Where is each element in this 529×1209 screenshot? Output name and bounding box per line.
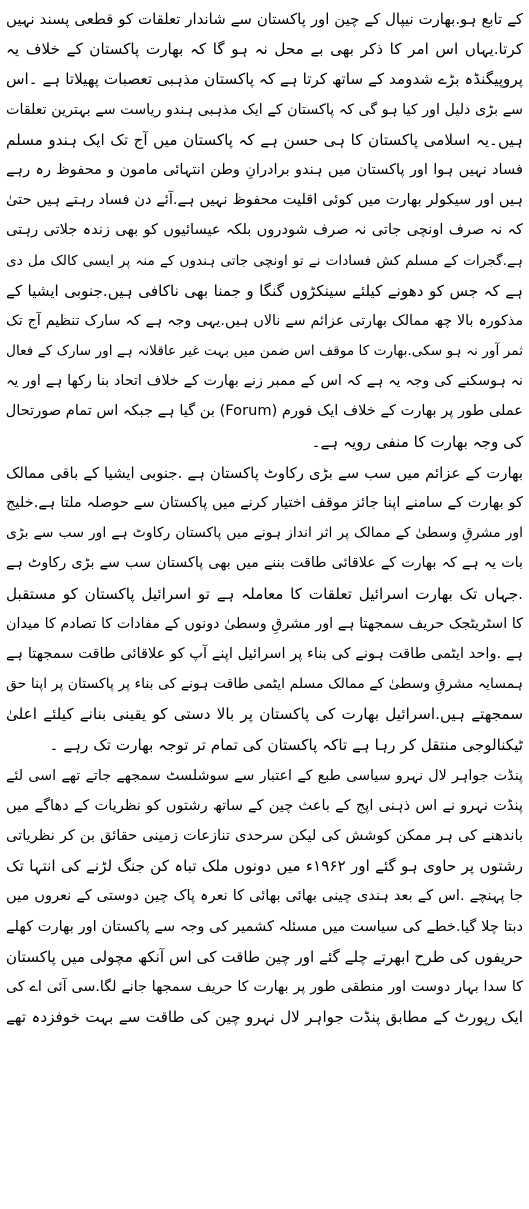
text-line: پروپیگنڈہ بڑے شدومد کے ساتھ کرتا ہے کہ پاکستان مذہبی تعصبات پھیلاتا ہے ۔اس: [6, 70, 523, 89]
text-line: جا پہنچے .اس کے بعد ہندی چینی بھائی بھائی کا نعرہ پاک چین دوستی کے نعروں میں: [6, 887, 523, 905]
paragraph-2: [6, 458, 523, 760]
text-line: .جہاں تک بھارت اسرائیل تعلقات کا معاملہ ہے تو اسرائیل پاکستان کو مستقبل: [6, 584, 523, 603]
text-line: بات یہ ہے کہ بھارت کے علاقائی طاقت بننے میں بھی پاکستان سب سے بڑی رکاوٹ ہے: [6, 555, 523, 572]
text-line: ثمر آور نہ ہو سکی.بھارت کا موقف اس ضمن میں بہت غیر عاقلانہ ہے اور سارک کے فعال: [6, 343, 523, 360]
paragraph-3: [6, 761, 523, 1033]
text-line: ہیں۔یہ اسلامی پاکستان کا ہی حسن ہے کہ پاکستان میں آج تک ایک ہندو مسلم: [6, 130, 523, 149]
text-line: ہے .واحد ایٹمی طاقت ہونے کی بناء پر اسرائیل اپنے آپ کو علاقائی طاقت سمجھتا ہے: [6, 644, 523, 662]
text-line: کا سدا بہار دوست اور منطقی طور پر بھارت کا حریف سمجھا جانے لگا.سی آئی اے کی: [6, 979, 523, 995]
text-line: رشتوں پر حاوی ہو گئے اور ۱۹۶۲ء میں دونوں ملک تباہ کن جنگ لڑنے کی انتہا تک: [6, 857, 523, 876]
text-line: مذکورہ بالا چھ ممالک بھارتی عزائم سے نالاں ہیں.یہی وجہ ہے کہ سارک تنظیم آج تک: [6, 312, 523, 329]
text-line: اور مشرقِ وسطیٰ کے ممالک پر اثر انداز ہونے میں پاکستان رکاوٹ ہے اور سب سے بڑی: [6, 525, 523, 542]
text-line: باندھنے کی ہر ممکن کوشش کی لیکن سرحدی تنازعات زمینی حقائق بن کر نظریاتی: [6, 827, 523, 845]
text-line: ہے.گجرات کے مسلم کش فسادات نے تو اونچی جاتی ہندوں کے منہ پر ایسی کالک مل دی: [6, 252, 523, 269]
text-line: ہیں اور سیکولر بھارت میں کوئی اقلیت محفوظ نہیں ہے.آئے دن فساد رہتے ہیں حتیٰ: [6, 191, 523, 209]
text-line: ٹیکنالوجی منتقل کر رہا ہے تاکہ پاکستان کی تمام تر توجہ بھارت تک رہے ۔: [49, 735, 523, 754]
text-line: ہمسایہ مشرقِ وسطیٰ کے ممالک مسلم ایٹمی طاقت ہونے کی بناء پر پاکستان پر اپنا حق: [6, 676, 523, 693]
text-line: کہ نہ صرف اونچی جاتی نہ صرف شودروں بلکہ عیسائیوں کو بھی زندہ جلاتی رہتی: [6, 221, 523, 239]
paragraph-1: [6, 4, 523, 457]
text-line: کو بھارت کے سامنے اپنا جائز موقف اختیار کرنے میں پاکستان سے حوصلہ ملتا ہے.خلیج: [6, 494, 523, 511]
text-line: ہے کہ جس کو دھونے کیلئے سینکڑوں گنگا و جمنا بھی ناکافی ہیں.جنوبی ایشیا کے: [6, 281, 523, 300]
text-line: کا اسٹریٹجک حریف سمجھتا ہے اور مشرقِ وسطیٰ دونوں کے مفادات کا تصادم کا میدان: [6, 615, 523, 632]
text-line: فساد نہیں ہوا اور پاکستان میں ہندو برادرانِ وطن انتہائی مامون و محفوظ رہ رہے: [6, 160, 523, 178]
text-line: سمجھتے ہیں.اسرائیل بھارت کی پاکستان پر بالا دستی کو یقینی بنانے کیلئے اعلیٰ: [6, 705, 523, 724]
text-line: کی وجہ بھارت کا منفی رویہ ہے۔: [311, 432, 523, 451]
text-line: پنڈت جواہر لال نہرو سیاسی طبع کے اعتبار سے سوشلسٹ سمجھے جاتے تھے اسی لئے: [6, 767, 523, 784]
text-line: ایک رپورٹ کے مطابق پنڈت جواہر لال نہرو چین کی طاقت سے بہت خوفزدہ تھے: [6, 1008, 523, 1027]
text-line: سے بڑی دلیل اور کیا ہو گی کہ پاکستان کے ایک مذہبی ہندو ریاست سے بہترین تعلقات: [6, 101, 523, 118]
text-line: کے تابع ہو.بھارت نیپال کے چین اور پاکستان سے شاندار تعلقات کو قطعی پسند نہیں: [6, 10, 523, 28]
text-line: حریفوں کی طرح ابھرتے چلے گئے اور چین طاقت کی اس آنکھ مچولی میں پاکستان: [6, 947, 523, 966]
text-line: عملی طور پر بھارت کے خلاف ایک فورم (Forum) بن گیا ہے جبکہ اس تمام صورتحال: [6, 402, 523, 420]
text-line: بھارت کے عزائم میں سب سے بڑی رکاوٹ پاکستان ہے .جنوبی ایشیا کے باقی ممالک: [6, 463, 523, 482]
text-line: نہ ہوسکنے کی وجہ یہ ہے کہ اس کے ممبر زنے بھارت کے خلاف اتحاد بنا رکھا ہے اور یہ: [6, 373, 523, 390]
text-line: دبتا چلا گیا.خطے کی سیاست میں مسئلہ کشمیر کی وجہ سے پاکستان اور بھارت کھلے: [6, 917, 523, 935]
text-line: کرتا.یہاں اس امر کا ذکر بھی بے محل نہ ہو گا کہ بھارت پاکستان کے خلاف یہ: [6, 40, 523, 59]
text-line: پنڈت نہرو نے اس ذہنی اپج کے باعث چین کے ساتھ رشتوں کو نظریات کے دھاگے میں: [6, 796, 523, 814]
